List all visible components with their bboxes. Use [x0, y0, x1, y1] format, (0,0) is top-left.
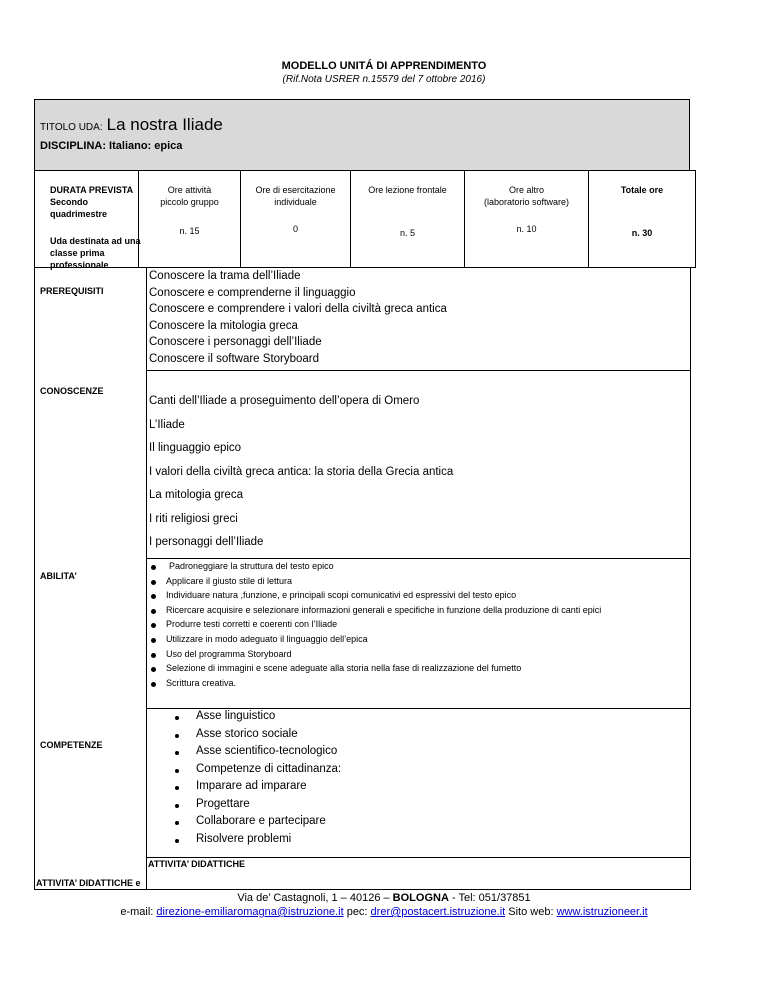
list-item: L’Iliade [149, 418, 185, 431]
list-item: Conoscere la mitologia greca [149, 319, 298, 332]
bullet-icon [151, 565, 156, 570]
list-item: I valori della civiltà greca antica: la storia della Grecia antica [149, 465, 454, 478]
hours-header-lezione-frontale: Ore lezione frontale [368, 185, 447, 195]
header-line: Ore di esercitazione [255, 185, 336, 195]
list-item: La mitologia greca [149, 489, 243, 501]
bullet-icon [175, 839, 179, 843]
form-right-border [690, 268, 691, 890]
list-item-text: Applicare il giusto stile di lettura [166, 575, 293, 586]
list-item: Conoscere e comprendere i valori della civiltà greca antica [149, 303, 447, 315]
list-item-text: Asse storico sociale [196, 727, 298, 740]
footer-address [0, 892, 768, 904]
list-item-text: Padroneggiare la struttura del testo epico [169, 561, 334, 571]
form-bottom-border [34, 889, 691, 890]
hours-value-piccolo-gruppo: n. 15 [179, 226, 200, 236]
list-item [150, 678, 690, 693]
website-link[interactable]: www.istruzioneer.it [556, 906, 648, 918]
list-item-text: Asse linguistico [196, 710, 276, 722]
email-link[interactable]: direzione-emiliaromagna@istruzione.it [156, 906, 344, 918]
list-item: Conoscere i personaggi dell’Iliade [149, 336, 322, 348]
list-item: Il linguaggio epico [149, 442, 242, 454]
conoscenze-label: CONOSCENZE [40, 386, 104, 396]
list-item [150, 634, 690, 649]
list-item-text: Produrre testi corretti e coerenti con l’Iliade [166, 619, 338, 630]
list-item: Canti dell’Iliade a proseguimento dell’opera di Omero [149, 395, 420, 407]
attivita-didattiche-heading: ATTIVITA’ DIDATTICHE [148, 859, 245, 869]
row-divider-abilita [146, 708, 690, 709]
header-line: individuale [274, 197, 317, 207]
email-label: e-mail: [120, 906, 157, 918]
disciplina-label: DISCIPLINA: Italiano: epica [40, 140, 183, 152]
list-item [150, 605, 690, 620]
uda-title-value: La nostra Iliade [106, 115, 223, 134]
durata-line: Secondo [50, 197, 89, 207]
list-item-text: Risolvere problemi [196, 832, 292, 845]
uda-title-line [40, 115, 223, 135]
list-item [150, 576, 690, 591]
hours-value-ore-altro: n. 10 [516, 224, 537, 234]
competenze-label: COMPETENZE [40, 740, 103, 750]
list-item-text: Individuare natura ,funzione, e principali scopi comunicativi ed espressivi del testo epico [166, 590, 517, 601]
header-line: Ore altro [508, 185, 544, 195]
header-line: piccolo gruppo [160, 197, 219, 207]
list-item [150, 561, 690, 576]
document-subtitle: (Rif.Nota USRER n.15579 del 7 ottobre 2016) [282, 74, 486, 85]
website-label: Sito web: [505, 906, 557, 918]
pec-link[interactable]: drer@postacert.istruzione.it [370, 906, 506, 918]
list-item-text: Progettare [196, 797, 250, 810]
bullet-icon [151, 682, 156, 687]
footer-contacts [0, 906, 768, 918]
header-line: (laboratorio software) [483, 197, 570, 207]
destinata-line: classe prima [50, 248, 105, 258]
bullet-icon [175, 769, 179, 773]
hours-header-totale: Totale ore [620, 185, 664, 195]
form-left-border [34, 170, 35, 890]
durata-prevista [50, 184, 133, 220]
list-item: I personaggi dell’Iliade [149, 536, 264, 548]
bullet-icon [151, 638, 156, 643]
list-item-text: Collaborare e partecipare [196, 815, 326, 827]
bullet-icon [151, 623, 156, 628]
list-item [150, 649, 690, 664]
bullet-icon [175, 716, 179, 720]
list-item-text: Imparare ad imparare [196, 780, 307, 792]
row-divider-prerequisiti [146, 370, 690, 371]
destinata-line: Uda destinata ad una [50, 236, 141, 246]
durata-line: quadrimestre [50, 209, 108, 219]
list-item [150, 619, 690, 634]
list-item-text: Scrittura creativa. [166, 677, 237, 688]
abilita-label: ABILITA’ [40, 571, 77, 581]
hours-value-totale: n. 30 [631, 228, 653, 238]
header-line: Ore attività [167, 185, 212, 195]
durata-line: DURATA PREVISTA [50, 185, 134, 195]
abilita-list [150, 561, 690, 692]
bullet-icon [151, 580, 156, 585]
bullet-icon [175, 751, 179, 755]
list-item: Conoscere la trama dell’Iliade [149, 270, 301, 282]
destinata-line: professionale [50, 260, 109, 270]
pec-label: pec: [343, 906, 371, 918]
list-item-text: Utilizzare in modo adeguato il linguaggio dell’epica [166, 633, 368, 644]
conoscenze-list [149, 395, 453, 560]
list-item: Conoscere il software Storyboard [149, 352, 320, 365]
form-column-divider [146, 268, 147, 890]
hours-value-lezione-frontale: n. 5 [399, 228, 415, 238]
bullet-icon [175, 804, 179, 808]
bullet-icon [151, 667, 156, 672]
bullet-icon [151, 609, 156, 614]
hours-header-ore-altro [465, 184, 588, 208]
bullet-icon [151, 594, 156, 599]
prerequisiti-list [149, 270, 447, 369]
address-city: BOLOGNA [392, 892, 449, 904]
list-item-text: Selezione di immagini e scene adeguate alla storia nella fase di realizzazione del fumetto [166, 663, 522, 674]
list-item: Conoscere e comprenderne il linguaggio [149, 286, 356, 299]
list-item [150, 590, 690, 605]
bullet-icon [151, 653, 156, 658]
list-item-text: Uso del programma Storyboard [166, 648, 292, 659]
row-divider-competenze [146, 857, 690, 858]
list-item-text: Asse scientifico-tecnologico [196, 745, 338, 757]
address-phone: - Tel: 051/37851 [448, 892, 531, 904]
list-item: I riti religiosi greci [149, 512, 238, 525]
hours-header-esercitazione [241, 184, 350, 208]
attivita-didattiche-label: ATTIVITA’ DIDATTICHE e [36, 878, 141, 888]
list-item [150, 663, 690, 678]
bullet-icon [175, 734, 179, 738]
hours-header-piccolo-gruppo [139, 184, 240, 208]
hours-value-esercitazione: 0 [292, 224, 298, 234]
list-item-text: Competenze di cittadinanza: [196, 762, 342, 775]
list-item-text: Ricercare acquisire e selezionare informazioni generali e specifiche in funzione della produzione di canti epici [166, 604, 602, 615]
address-text: Via de’ Castagnoli, 1 – 40126 – [237, 892, 393, 904]
prerequisiti-label: PREREQUISITI [40, 286, 104, 296]
uda-title-box [34, 99, 690, 171]
bullet-icon [175, 821, 179, 825]
uda-destinata [50, 235, 141, 271]
uda-title-label: TITOLO UDA: [40, 122, 103, 133]
bullet-icon [175, 786, 179, 790]
document-title: MODELLO UNITÁ DI APPRENDIMENTO [281, 60, 487, 72]
